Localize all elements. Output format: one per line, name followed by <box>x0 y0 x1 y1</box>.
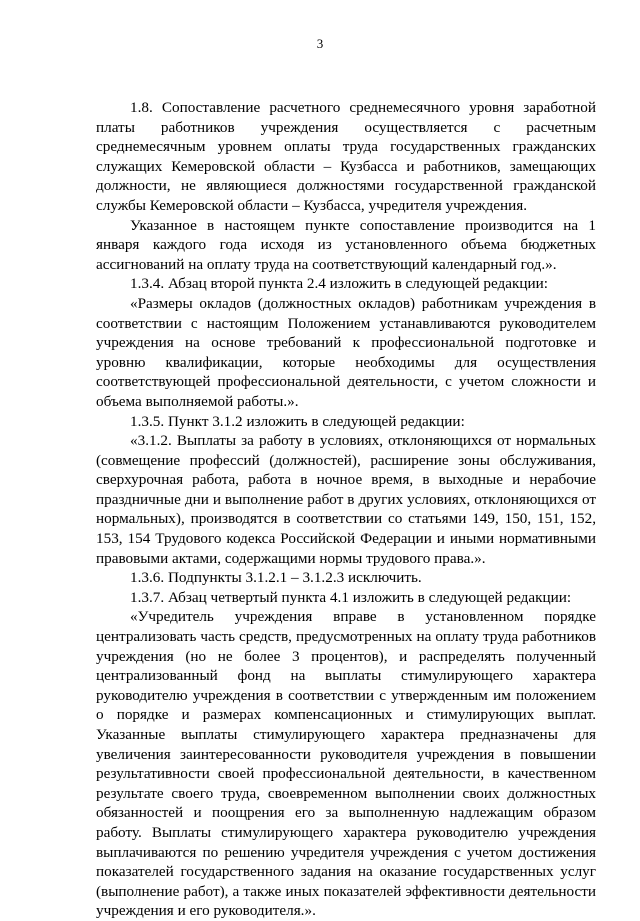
paragraph-1-3-7: 1.3.7. Абзац четвертый пункта 4.1 изложить в следующей редакции: <box>130 588 572 606</box>
paragraph-3-1-2: «3.1.2. Выплаты за работу в условиях, отклоняющихся от нормальных (совмещение профессий (должностей), расширение зоны обслуживания, сверхурочная работа, работа в ночное время, в выходные и нерабочие праздничные дни и выполнение работ в других условиях, отклоняющихся от нормальных), производятся в соответствии со статьями 149, 150, 151, 152, 153, 154 Трудового кодекса Российской Федерации и иными нормативными правовыми актами, содержащими нормы трудового права.». <box>96 432 596 567</box>
paragraph-salary-sizes: «Размеры окладов (должностных окладов) работникам учреждения в соответствии с настоящим Положением устанавливаются руководителем учреждения на основе требований к профессиональной подготовке и уровню квалификации, которые необходимы для осуществления соответствующей профессиональной деятельности, с учетом сложности и объема выполняемой работы.». <box>96 294 596 410</box>
paragraph-1-3-4: 1.3.4. Абзац второй пункта 2.4 изложить в следующей редакции: <box>130 275 549 293</box>
paragraph-founder-fund: «Учредитель учреждения вправе в установленном порядке централизовать часть средств, предусмотренных на оплату труда работников учреждения (но не более 3 процентов), и распределять полученный централизованный фонд на выплаты стимулирующего характера руководителю учреждения в соответствии с утвержденным им положением о порядке и размерах компенсационных и стимулирующих выплат. Указанные выплаты стимулирующего характера предназначены для увеличения заинтересованности руководителя учреждения в повышении результативности своей профессиональной деятельности, в качественном результате своего труда, своевременном выполнении своих должностных обязанностей и поощрения его за выполненную надлежащим образом работу. Выплаты стимулирующего характера руководителю учреждения выплачиваются по решению учредителя учреждения с учетом достижения показателей государственного задания на оказание государственных услуг (выполнение работ), а также иных показателей эффективности деятельности учреждения и его руководителя.». <box>96 608 596 920</box>
paragraph-comparison-date: Указанное в настоящем пункте сопоставление производится на 1 января каждого года исходя из установленного объема бюджетных ассигнований на оплату труда на соответствующий календарный год.». <box>96 216 596 273</box>
document-body <box>96 98 596 921</box>
page-number: 3 <box>316 36 324 51</box>
paragraph-1-3-6: 1.3.6. Подпункты 3.1.2.1 – 3.1.2.3 исключить. <box>130 569 422 587</box>
paragraph-1-3-5: 1.3.5. Пункт 3.1.2 изложить в следующей редакции: <box>130 412 465 430</box>
paragraph-1-8: 1.8. Сопоставление расчетного среднемесячного уровня заработной платы работников учреждения осуществляется с расчетным среднемесячным уровнем оплаты труда государственных гражданских служащих Кемеровской области – Кузбасса и работников, замещающих должности, не являющиеся должностями государственной гражданской службы Кемеровской области – Кузбасса, учредителя учреждения. <box>96 99 596 214</box>
